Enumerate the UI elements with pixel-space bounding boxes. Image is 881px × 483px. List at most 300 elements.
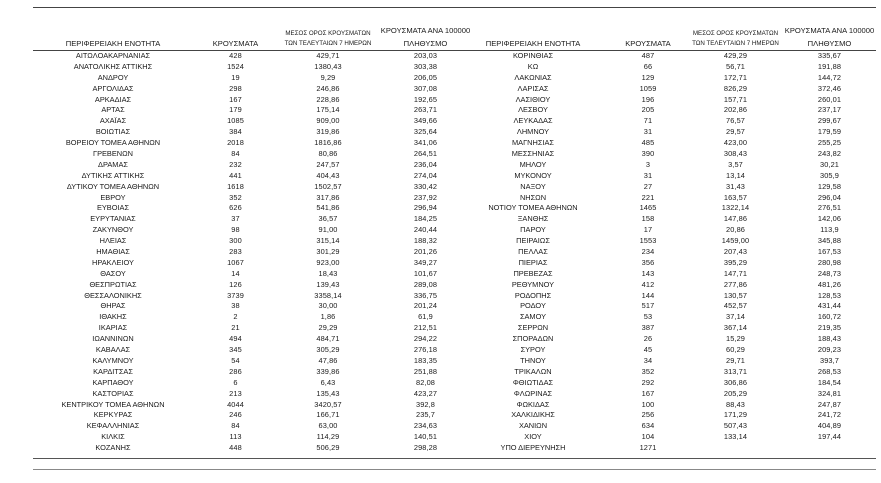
region-name: ΗΛΕΙΑΣ [99,236,127,246]
cases-value: 4044 [227,399,244,409]
cases-value: 104 [641,432,655,442]
per100k-value: 336,75 [413,290,438,300]
per100k-value: 128,53 [817,290,842,300]
cases-value: 300 [229,236,242,246]
per100k-value: 203,03 [413,51,438,60]
table-row [33,62,876,73]
region-name: ΔΥΤΙΚΟΥ ΤΟΜΕΑ ΑΘΗΝΩΝ [66,181,160,191]
region-name: ΚΙΛΚΙΣ [101,432,125,442]
avg7-value: 228,86 [316,94,340,104]
region-name: ΜΑΓΝΗΣΙΑΣ [512,138,554,148]
region-name: ΑΡΚΑΔΙΑΣ [94,94,132,104]
region-name: ΡΟΔΟΠΗΣ [514,290,552,300]
cases-value: 84 [231,149,240,159]
region-name: ΦΘΙΩΤΙΔΑΣ [512,377,554,387]
per100k-value: 235,7 [416,410,435,420]
per100k-value: 372,46 [817,83,842,93]
avg7-value: 20,86 [726,225,745,235]
avg7-value: 130,57 [723,290,748,300]
region-name: ΡΕΘΥΜΝΟΥ [511,279,555,289]
header-per100k-line2: ΠΛΗΘΥΣΜΟ [403,39,448,48]
avg7-value: 31,43 [726,181,745,191]
cases-value: 352 [641,366,655,376]
avg7-value: 63,00 [318,421,338,431]
per100k-value: 192,65 [413,94,438,104]
header-per100k-right [783,26,876,49]
avg7-value: 404,43 [316,170,340,180]
region-name: ΜΥΚΟΝΟΥ [514,170,552,180]
cases-value: 345 [229,345,242,355]
avg7-value: 246,86 [316,83,340,93]
region-name: ΚΟΖΑΝΗΣ [95,443,131,453]
table-row [33,323,876,334]
per100k-value: 305,9 [820,170,839,180]
avg7-value: 315,14 [316,236,340,246]
cases-value: 494 [229,334,242,344]
table-row [33,149,876,160]
region-name: ΚΕΡΚΥΡΑΣ [93,410,133,420]
table-row [33,95,876,106]
cases-value: 1271 [639,443,657,453]
table-row [33,105,876,116]
region-name: ΦΩΚΙΔΑΣ [516,399,550,409]
region-name: ΣΥΡΟΥ [520,345,546,355]
avg7-value: 147,71 [723,268,748,278]
table-row [33,160,876,171]
cases-value: 205 [641,105,655,115]
cases-value: 1067 [227,257,244,267]
avg7-value: 60,29 [726,345,745,355]
cases-value: 113 [229,432,242,442]
cases-value: 448 [229,443,242,453]
region-name: ΑΝΑΤΟΛΙΚΗΣ ΑΤΤΙΚΗΣ [73,61,153,71]
avg7-value: 826,29 [723,83,748,93]
per100k-value: 335,67 [817,51,842,60]
avg7-value: 1459,00 [721,236,750,246]
cases-value: 17 [643,225,653,235]
avg7-value: 6,43 [320,377,336,387]
cases-value: 167 [229,94,242,104]
cases-value: 298 [229,83,242,93]
region-name: ΧΑΛΚΙΔΙΚΗΣ [511,410,555,420]
avg7-value: 133,14 [723,432,748,442]
table-row [33,236,876,247]
per100k-value: 303,38 [413,61,438,71]
region-name: ΔΥΤΙΚΗΣ ΑΤΤΙΚΗΣ [81,170,145,180]
avg7-value: 47,86 [318,355,338,365]
region-name: ΣΕΡΡΩΝ [517,323,549,333]
table-row [33,367,876,378]
cases-value: 54 [231,355,240,365]
table-row [33,193,876,204]
per100k-value: 191,88 [817,61,842,71]
cases-value: 485 [641,138,655,148]
avg7-value: 37,14 [726,312,745,322]
per100k-value: 167,53 [817,247,842,257]
table-row [33,127,876,138]
region-name: ΑΝΔΡΟΥ [97,72,129,82]
header-cases-right: ΚΡΟΥΣΜΑΤΑ [625,39,671,48]
avg7-value: 9,29 [320,72,336,82]
avg7-value: 36,57 [318,214,338,224]
cases-value: 100 [641,399,655,409]
table-row [33,225,876,236]
avg7-value: 147,86 [723,214,748,224]
per100k-value: 276,51 [817,203,842,213]
region-name: ΧΑΝΙΩΝ [518,421,548,431]
avg7-value: 301,29 [316,247,340,257]
avg7-value: 172,71 [723,72,748,82]
cases-value: 158 [641,214,655,224]
region-name: ΛΑΡΙΣΑΣ [517,83,549,93]
table-row [33,345,876,356]
avg7-value: 18,43 [318,268,338,278]
table-row [33,116,876,127]
avg7-value: 1380,43 [314,61,342,71]
cases-value: 634 [641,421,655,431]
avg7-value: 277,86 [723,279,748,289]
region-name: ΝΗΣΩΝ [519,192,547,202]
per100k-value: 274,04 [413,170,438,180]
per100k-value: 140,51 [413,432,438,442]
cases-value: 246 [229,410,242,420]
avg7-value: 1,86 [320,312,336,322]
header-avg7-right [688,29,783,49]
per100k-value: 392,8 [416,399,435,409]
avg7-value: 163,57 [723,192,748,202]
per100k-value: 243,82 [817,149,842,159]
avg7-value: 367,14 [723,323,748,333]
avg7-value: 506,29 [316,443,340,453]
region-name: ΚΕΝΤΡΙΚΟΥ ΤΟΜΕΑ ΑΘΗΝΩΝ [61,399,165,409]
region-name: ΚΩ [527,61,539,71]
cases-value: 384 [229,127,242,137]
header-avg7-line1: ΜΕΣΟΣ ΟΡΟΣ ΚΡΟΥΣΜΑΤΩΝ [692,30,779,37]
cases-value: 213 [229,388,242,398]
region-name: ΘΕΣΠΡΩΤΙΑΣ [89,279,137,289]
cases-value: 53 [643,312,653,322]
avg7-value: 29,71 [726,355,745,365]
region-name: ΣΑΜΟΥ [519,312,547,322]
avg7-value: 909,00 [316,116,340,126]
avg7-value: 30,00 [318,301,338,311]
table-row [33,356,876,367]
cases-value: 71 [643,116,653,126]
region-name: ΞΑΝΘΗΣ [517,214,549,224]
table-row [33,378,876,389]
table-row [33,84,876,95]
region-name: ΗΜΑΘΙΑΣ [96,247,130,257]
cases-value: 283 [229,247,242,257]
avg7-value: 80,86 [318,149,338,159]
region-name: ΕΥΒΟΙΑΣ [96,203,130,213]
avg7-value: 247,57 [316,159,340,169]
cases-value: 167 [641,388,655,398]
cases-value: 37 [231,214,240,224]
region-name: ΙΘΑΚΗΣ [99,312,127,322]
region-name: ΚΕΦΑΛΛΗΝΙΑΣ [86,421,140,431]
bottom-rule-secondary [33,469,876,470]
avg7-value: 175,14 [316,105,340,115]
cases-value: 1085 [227,116,244,126]
region-name: ΠΕΙΡΑΙΩΣ [516,236,550,246]
region-name: ΜΕΣΣΗΝΙΑΣ [511,149,555,159]
table-row [33,171,876,182]
table-row [33,203,876,214]
cases-value: 21 [231,323,240,333]
avg7-value: 114,29 [316,432,340,442]
table-row [33,400,876,411]
per100k-value: 212,51 [413,323,438,333]
region-name: ΒΟΡΕΙΟΥ ΤΟΜΕΑ ΑΘΗΝΩΝ [65,138,161,148]
avg7-value: 88,43 [726,399,745,409]
per100k-value: 183,35 [413,355,438,365]
cases-value: 98 [231,225,240,235]
avg7-value: 166,71 [316,410,340,420]
table-row [33,138,876,149]
cases-value: 1059 [639,83,657,93]
avg7-value: 1816,86 [314,138,342,148]
per100k-value: 184,54 [817,377,842,387]
region-name: ΔΡΑΜΑΣ [98,159,128,169]
table-row [33,291,876,302]
cases-value: 84 [231,421,240,431]
per100k-value: 129,58 [817,181,842,191]
table-row [33,443,876,454]
per100k-value: 263,71 [413,105,438,115]
cases-value: 143 [641,268,655,278]
table-row [33,301,876,312]
per100k-value: 234,63 [413,421,438,431]
avg7-value: 135,43 [316,388,340,398]
region-name: ΛΑΣΙΘΙΟΥ [515,94,551,104]
per100k-value: 349,27 [413,257,438,267]
region-name: ΑΙΤΩΛΟΑΚΑΡΝΑΝΙΑΣ [75,51,151,60]
region-name: ΓΡΕΒΕΝΩΝ [93,149,133,159]
header-per100k-line2: ΠΛΗΘΥΣΜΟ [807,39,852,48]
avg7-value: 157,71 [723,94,748,104]
region-name: ΚΟΡΙΝΘΙΑΣ [512,51,554,60]
region-name: ΝΟΤΙΟΥ ΤΟΜΕΑ ΑΘΗΝΩΝ [488,203,578,213]
header-region-right: ΠΕΡΙΦΕΡΕΙΑΚΗ ΕΝΟΤΗΤΑ [485,39,581,48]
per100k-value: 296,04 [817,192,842,202]
cases-value: 292 [641,377,655,387]
per100k-value: 201,24 [413,301,438,311]
cases-value: 487 [641,51,655,60]
top-rule [33,7,876,8]
region-name: ΠΕΛΛΑΣ [518,247,548,257]
per100k-value: 248,73 [817,268,842,278]
region-name: ΠΡΕΒΕΖΑΣ [513,268,553,278]
cases-value: 428 [229,51,242,60]
per100k-value: 294,22 [413,334,438,344]
per100k-value: 264,51 [413,149,438,159]
header-per100k-line1: ΚΡΟΥΣΜΑΤΑ ΑΝΑ 100000 [380,26,471,35]
cases-value: 1465 [639,203,657,213]
per100k-value: 280,98 [817,257,842,267]
per100k-value: 82,08 [416,377,435,387]
cases-value: 286 [229,366,242,376]
region-name: ΡΟΔΟΥ [520,301,546,311]
region-name: ΤΡΙΚΑΛΩΝ [514,366,552,376]
cases-value: 45 [643,345,653,355]
per100k-value: 160,72 [817,312,842,322]
avg7-value: 541,86 [316,203,340,213]
region-name: ΙΚΑΡΙΑΣ [98,323,128,333]
per100k-value: 184,25 [413,214,438,224]
table-header [33,24,876,51]
avg7-value: 202,86 [723,105,748,115]
per100k-value: 260,01 [817,94,842,104]
cases-value: 3 [645,159,651,169]
region-name: ΛΕΣΒΟΥ [518,105,548,115]
per100k-value: 201,26 [413,247,438,257]
header-avg7-line2: ΤΩΝ ΤΕΛΕΥΤΑΙΩΝ 7 ΗΜΕΡΩΝ [284,40,372,47]
avg7-value: 319,86 [316,127,340,137]
per100k-value: 324,81 [817,388,842,398]
per100k-value: 299,67 [817,116,842,126]
region-name: ΘΗΡΑΣ [100,301,126,311]
region-name: ΙΩΑΝΝΙΝΩΝ [92,334,134,344]
bottom-rule [33,458,876,459]
per100k-value: 296,94 [413,203,438,213]
cases-value: 2 [233,312,238,322]
avg7-value: 76,57 [726,116,745,126]
cases-value: 27 [643,181,653,191]
avg7-value: 423,00 [723,138,748,148]
cases-value: 14 [231,268,240,278]
cases-value: 352 [229,192,242,202]
avg7-value: 13,14 [726,170,745,180]
header-per100k-line1: ΚΡΟΥΣΜΑΤΑ ΑΝΑ 100000 [784,26,875,35]
per100k-value: 237,92 [413,192,438,202]
per100k-value: 268,53 [817,366,842,376]
cases-value: 3739 [227,290,244,300]
cases-value: 390 [641,149,655,159]
cases-value: 1618 [227,181,244,191]
region-name: ΑΡΓΟΛΙΔΑΣ [92,83,134,93]
cases-value: 196 [641,94,655,104]
avg7-value: 305,29 [316,345,340,355]
per100k-value: 142,06 [817,214,842,224]
region-name: ΜΗΛΟΥ [519,159,547,169]
per100k-value: 197,44 [817,432,842,442]
header-avg7-left [278,29,378,49]
per100k-value: 61,9 [418,312,433,322]
table-row [33,389,876,400]
per100k-value: 179,59 [817,127,842,137]
covid-cases-table [33,24,876,454]
cases-value: 387 [641,323,655,333]
avg7-value: 308,43 [723,149,748,159]
region-name: ΧΙΟΥ [524,432,542,442]
avg7-value: 15,29 [726,334,745,344]
avg7-value: 56,71 [726,61,745,71]
region-name: ΕΒΡΟΥ [100,192,126,202]
avg7-value: 3420,57 [314,399,342,409]
region-name: ΚΑΛΥΜΝΟΥ [92,355,134,365]
region-name: ΠΙΕΡΙΑΣ [518,257,548,267]
per100k-value: 241,72 [817,410,842,420]
cases-value: 144 [641,290,655,300]
avg7-value: 29,57 [726,127,745,137]
region-name: ΚΑΡΠΑΘΟΥ [92,377,134,387]
cases-value: 38 [231,301,240,311]
cases-value: 256 [641,410,655,420]
avg7-value: 429,71 [316,51,340,60]
region-name: ΤΗΝΟΥ [520,355,546,365]
table-row [33,410,876,421]
cases-value: 19 [231,72,240,82]
avg7-value: 1502,57 [314,181,342,191]
per100k-value: 219,35 [817,323,842,333]
cases-value: 441 [229,170,242,180]
avg7-value: 429,29 [723,51,748,60]
region-name: ΝΑΞΟΥ [520,181,546,191]
region-name: ΛΕΥΚΑΔΑΣ [513,116,553,126]
region-name: ΠΑΡΟΥ [520,225,546,235]
avg7-value: 923,00 [316,257,340,267]
avg7-value: 139,43 [316,279,340,289]
per100k-value: 289,08 [413,279,438,289]
region-name: ΒΟΙΩΤΙΑΣ [95,127,131,137]
avg7-value: 306,86 [723,377,748,387]
per100k-value: 240,44 [413,225,438,235]
cases-value: 31 [643,127,653,137]
per100k-value: 188,32 [413,236,438,246]
per100k-value: 30,21 [820,159,839,169]
avg7-value: 3358,14 [314,290,342,300]
header-region-left: ΠΕΡΙΦΕΡΕΙΑΚΗ ΕΝΟΤΗΤΑ [65,39,161,48]
per100k-value: 404,89 [817,421,842,431]
region-name: ΗΡΑΚΛΕΙΟΥ [92,257,134,267]
region-name: ΕΥΡΥΤΑΝΙΑΣ [90,214,136,224]
region-name: ΖΑΚΥΝΘΟΥ [92,225,134,235]
avg7-value: 395,29 [723,257,748,267]
region-name: ΥΠΟ ΔΙΕΡΕΥΝΗΣΗ [500,443,566,453]
avg7-value: 339,86 [316,366,340,376]
region-name: ΑΡΤΑΣ [101,105,125,115]
region-name: ΛΗΜΝΟΥ [516,127,550,137]
cases-value: 221 [641,192,655,202]
region-name: ΘΕΣΣΑΛΟΝΙΚΗΣ [84,290,142,300]
cases-value: 26 [643,334,653,344]
per100k-value: 298,28 [413,443,438,453]
per100k-value: 209,23 [817,345,842,355]
cases-value: 234 [641,247,655,257]
table-row [33,73,876,84]
per100k-value: 345,88 [817,236,842,246]
per100k-value: 330,42 [413,181,438,191]
avg7-value: 507,43 [723,421,748,431]
region-name: ΚΑΣΤΟΡΙΑΣ [92,388,134,398]
table-body [33,51,876,454]
table-row [33,312,876,323]
per100k-value: 113,9 [820,225,839,235]
region-name: ΘΑΣΟΥ [100,268,126,278]
per100k-value: 247,87 [817,399,842,409]
cases-value: 232 [229,159,242,169]
cases-value: 2018 [227,138,244,148]
cases-value: 66 [643,61,653,71]
per100k-value: 481,26 [817,279,842,289]
per100k-value: 144,72 [817,72,842,82]
cases-value: 34 [643,355,653,365]
per100k-value: 188,43 [817,334,842,344]
table-row [33,51,876,62]
cases-value: 179 [229,105,242,115]
avg7-value: 171,29 [723,410,748,420]
